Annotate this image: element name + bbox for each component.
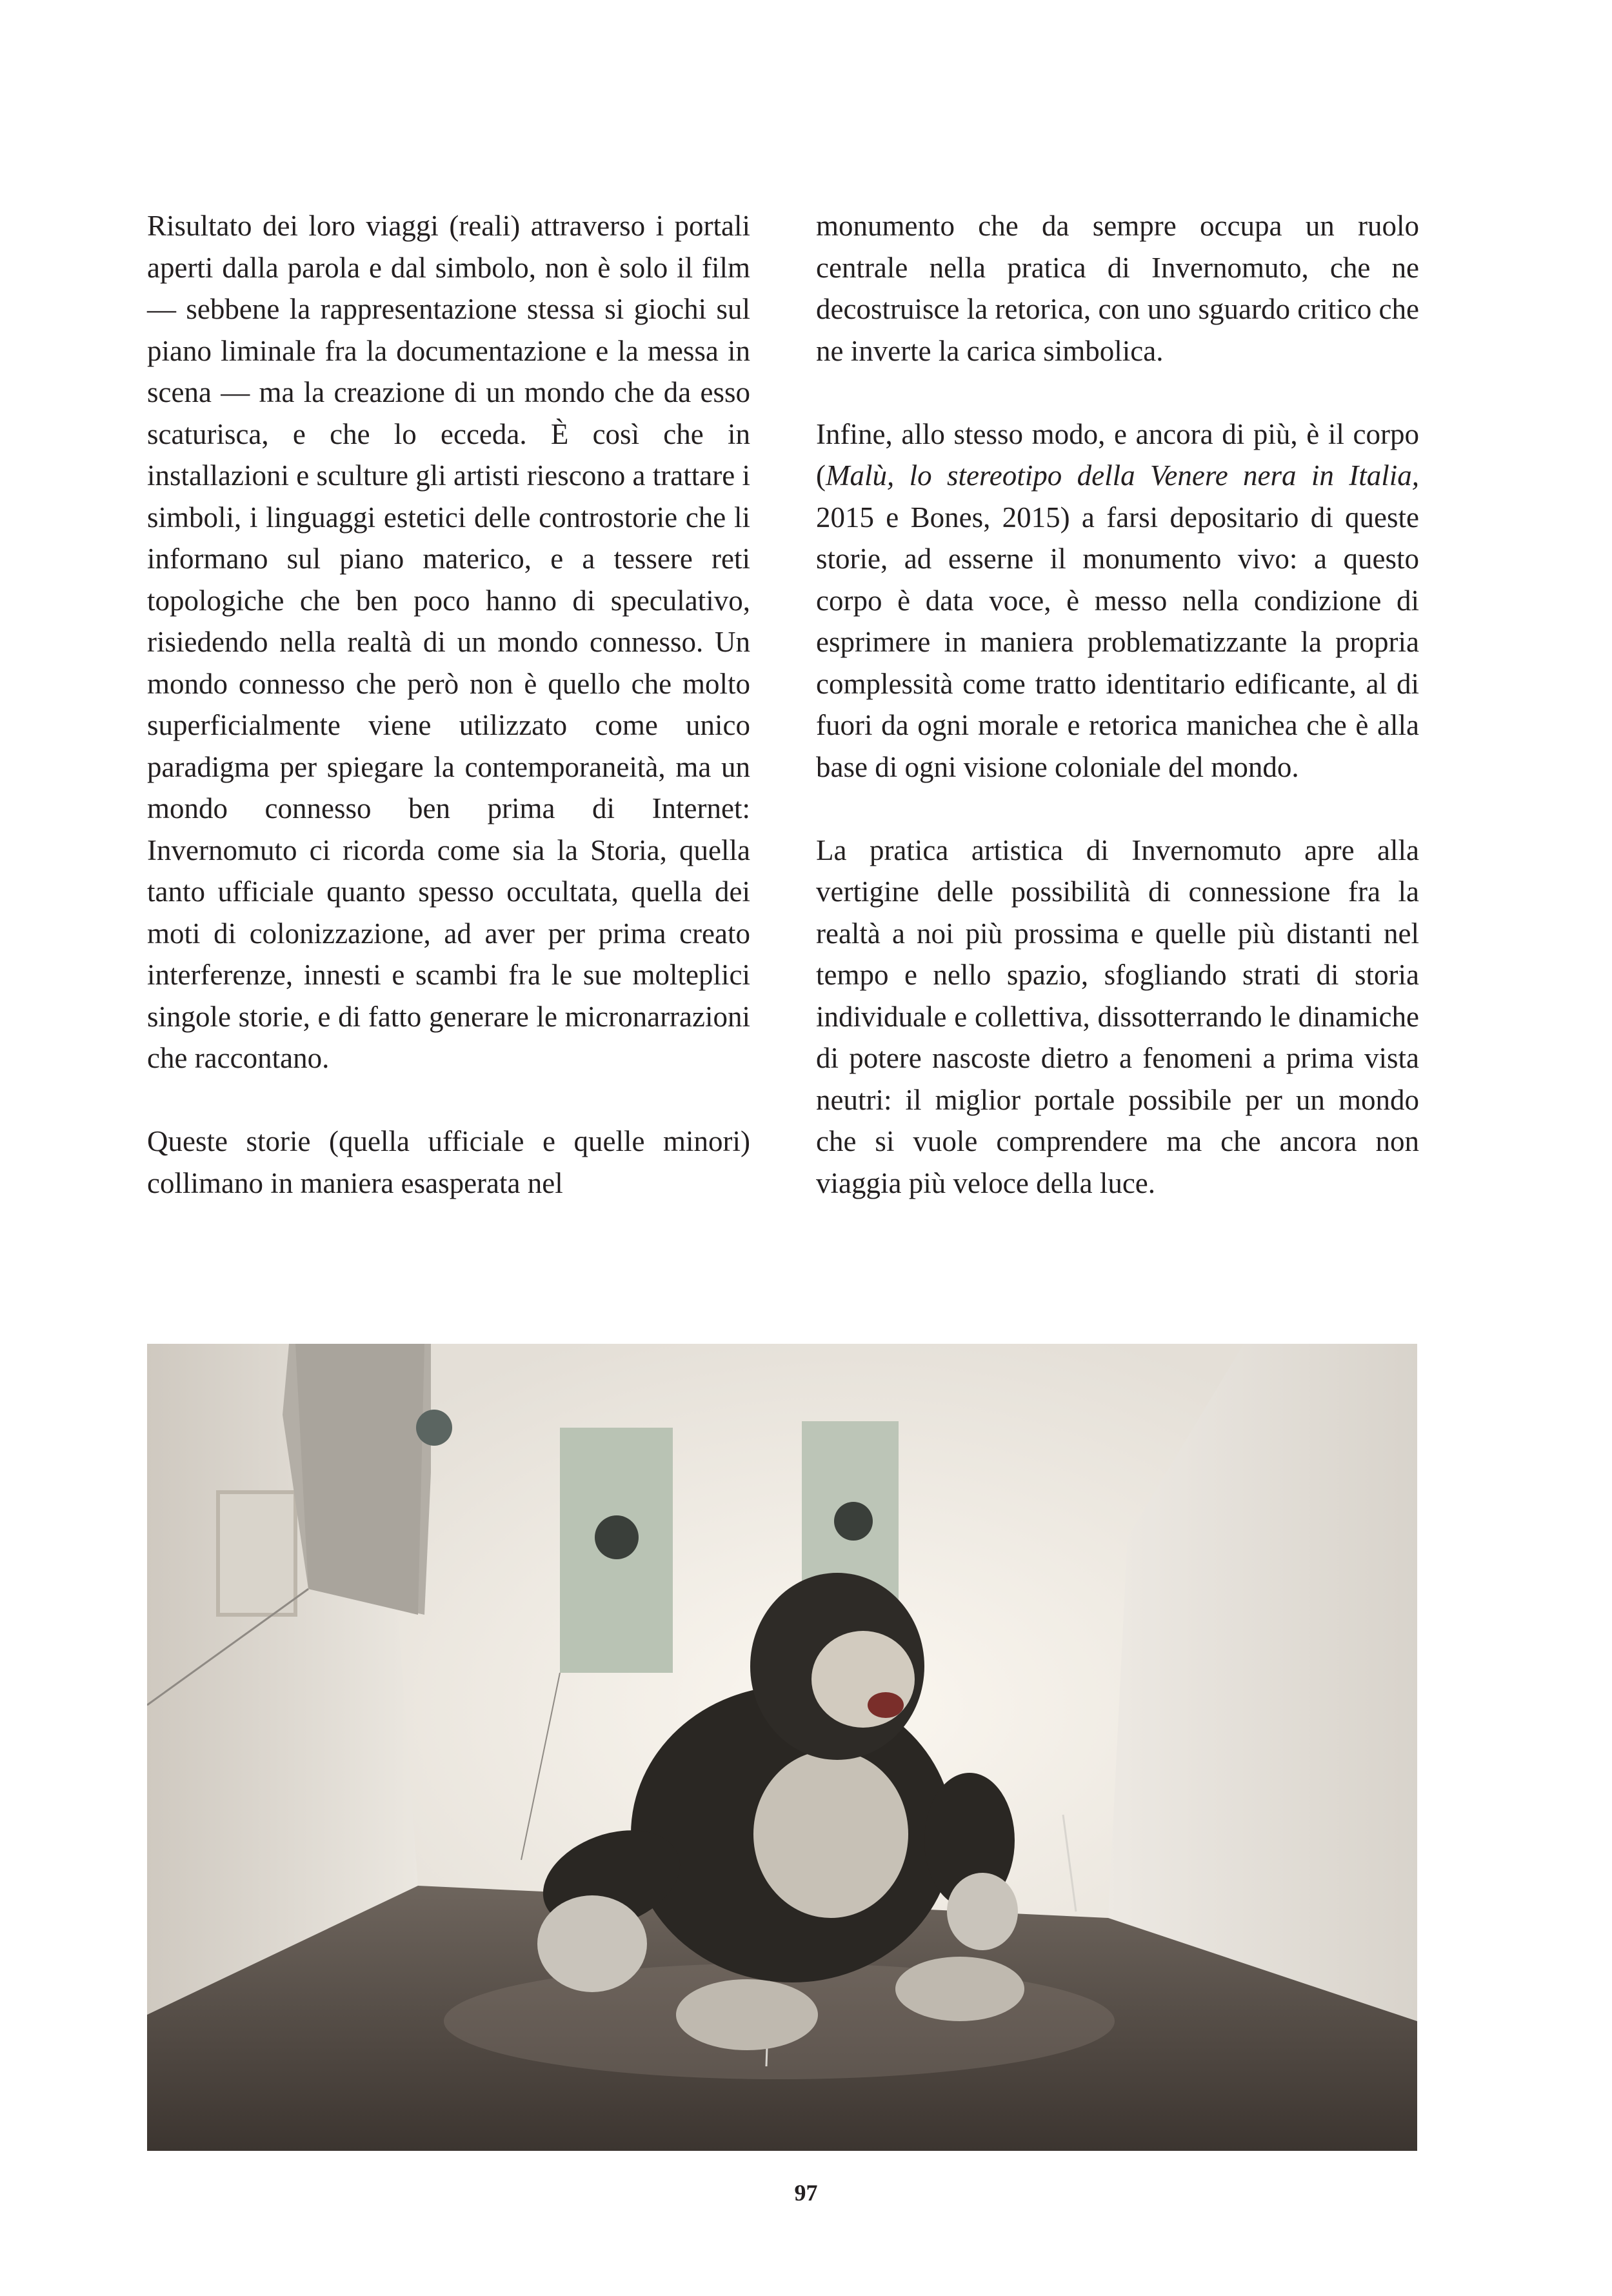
artwork-title: Malù, lo stereotipo della Venere nera in Italia, xyxy=(826,459,1419,492)
page-number: 97 xyxy=(794,2180,818,2206)
paragraph-text: 2015 e Bones, 2015) a farsi depositario di queste storie, ad esserne il monumento vivo: a questo corpo è data voce, è messo nella condizione di esprimere in maniera problematizzante la propria complessità come tratto identitario edificante, al di fuori da ogni morale e retorica manichea che è alla base di ogni visione coloniale del mondo. xyxy=(816,501,1419,783)
paragraph: Queste storie (quella ufficiale e quelle minori) collimano in maniera esasperata nel xyxy=(147,1125,750,1199)
paragraph-text: Infine, allo stesso modo, e ancora di più, è il corpo ( xyxy=(816,417,1419,492)
text-column-right xyxy=(816,205,1419,1204)
installation-photo xyxy=(147,1344,1417,2151)
text-column-left xyxy=(147,205,750,1204)
paragraph xyxy=(816,414,1419,788)
paragraph: monumento che da sempre occupa un ruolo centrale nella pratica di Invernomuto, che ne decostruisce la retorica, con uno sguardo critico che ne inverte la carica simbolica. xyxy=(816,210,1419,367)
paragraph: La pratica artistica di Invernomuto apre alla vertigine delle possibilità di connessione fra la realtà a noi più prossima e quelle più distanti nel tempo e nello spazio, sfogliando strati di storia individuale e collettiva, dissotterrando le dinamiche di potere nascoste dietro a fenomeni a prima vista neutri: il miglior portale possibile per un mondo che si vuole comprendere ma che ancora non viaggia più veloce della luce. xyxy=(816,834,1419,1199)
paragraph: Risultato dei loro viaggi (reali) attraverso i portali aperti dalla parola e dal simbolo, non è solo il film — sebbene la rappresentazione stessa si giochi sul piano liminale fra la documentazione e la messa in scena — ma la creazione di un mondo che da esso scaturisca, e che lo ecceda. È così che in installazioni e sculture gli artisti riescono a trattare i simboli, i linguaggi estetici delle controstorie che li informano sul piano materico, e a tessere reti topologiche che ben poco hanno di speculativo, risiedendo nella realtà di un mondo connesso. Un mondo connesso che però non è quello che molto superficialmente viene utilizzato come unico paradigma per spiegare la contemporaneità, ma un mondo connesso ben prima di Internet: Invernomuto ci ricorda come sia la Storia, quella tanto ufficiale quanto spesso occultata, quella dei moti di colonizzazione, ad aver per prima creato interferenze, innesti e scambi fra le sue molteplici singole storie, e di fatto generare le micronarrazioni che raccontano. xyxy=(147,210,750,1074)
